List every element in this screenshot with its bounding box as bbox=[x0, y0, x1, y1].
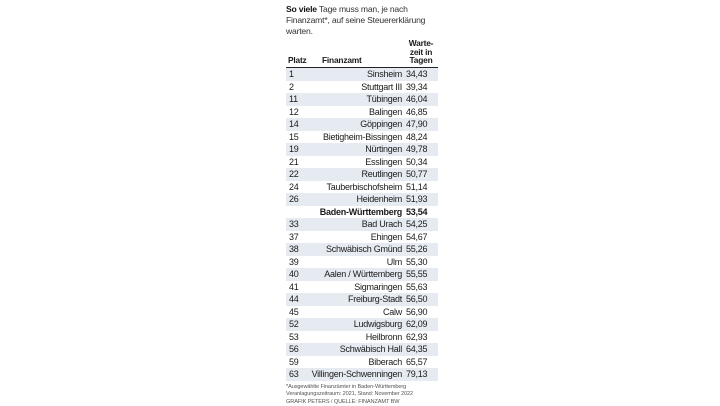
wartezeit-cell: 48,24 bbox=[406, 132, 438, 142]
finanzamt-cell: Biberach bbox=[309, 357, 406, 367]
finanzamt-cell: Nürtingen bbox=[309, 144, 406, 154]
table-row bbox=[286, 281, 438, 294]
table-row-average bbox=[286, 206, 438, 219]
rank-cell: 21 bbox=[286, 157, 309, 167]
rank-cell: 40 bbox=[286, 269, 309, 279]
finanzamt-cell: Sinsheim bbox=[309, 69, 406, 79]
rank-cell: 45 bbox=[286, 307, 309, 317]
finanzamt-cell: Sigmaringen bbox=[309, 282, 406, 292]
rank-cell: 38 bbox=[286, 244, 309, 254]
wartezeit-cell: 62,93 bbox=[406, 332, 438, 342]
finanzamt-cell: Schwäbisch Hall bbox=[309, 344, 406, 354]
footnote-line1: *Ausgewählte Finanzämter in Baden-Württemberg bbox=[286, 384, 438, 392]
wartezeit-cell: 55,26 bbox=[406, 244, 438, 254]
rank-cell: 37 bbox=[286, 232, 309, 242]
table-row bbox=[286, 93, 438, 106]
wartezeit-cell: 55,63 bbox=[406, 282, 438, 292]
source-credit: GRAFIK PETERS / QUELLE: FINANZAMT BW bbox=[286, 399, 438, 406]
rank-cell: 53 bbox=[286, 332, 309, 342]
finanzamt-cell: Villingen-Schwenningen bbox=[309, 369, 406, 379]
finanzamt-cell: Ulm bbox=[309, 257, 406, 267]
wartezeit-cell: 34,43 bbox=[406, 69, 438, 79]
rank-cell: 41 bbox=[286, 282, 309, 292]
rank-cell: 59 bbox=[286, 357, 309, 367]
finanzamt-cell: Esslingen bbox=[309, 157, 406, 167]
table-row bbox=[286, 231, 438, 244]
wartezeit-cell: 54,25 bbox=[406, 219, 438, 229]
wartezeit-cell: 50,77 bbox=[406, 169, 438, 179]
finanzamt-cell: Stuttgart III bbox=[309, 82, 406, 92]
rank-cell: 14 bbox=[286, 119, 309, 129]
table-row bbox=[286, 193, 438, 206]
table-body bbox=[286, 68, 438, 381]
rank-cell: 12 bbox=[286, 107, 309, 117]
intro-rest: Tage muss man, je nach Finanzamt*, auf seine Steuererklärung warten. bbox=[286, 4, 425, 36]
rank-cell: 33 bbox=[286, 219, 309, 229]
wartezeit-cell: 46,85 bbox=[406, 107, 438, 117]
rank-cell: 19 bbox=[286, 144, 309, 154]
finanzamt-cell: Aalen / Württemberg bbox=[309, 269, 406, 279]
rank-cell: 63 bbox=[286, 369, 309, 379]
wartezeit-cell: 49,78 bbox=[406, 144, 438, 154]
finanzamt-cell: Bad Urach bbox=[309, 219, 406, 229]
finanzamt-cell: Tauberbischofsheim bbox=[309, 182, 406, 192]
rank-cell: 26 bbox=[286, 194, 309, 204]
rank-cell: 11 bbox=[286, 94, 309, 104]
table-row bbox=[286, 306, 438, 319]
wartezeit-cell: 46,04 bbox=[406, 94, 438, 104]
table-row bbox=[286, 81, 438, 94]
footnote-line2: Veranlagungszeitraum: 2021, Stand: November 2022 bbox=[286, 391, 438, 399]
rank-cell: 15 bbox=[286, 132, 309, 142]
rank-cell: 2 bbox=[286, 82, 309, 92]
table-row bbox=[286, 256, 438, 269]
rank-cell: 52 bbox=[286, 319, 309, 329]
table-row bbox=[286, 318, 438, 331]
finanzamt-cell: Baden-Württemberg bbox=[309, 207, 406, 217]
rank-cell: 24 bbox=[286, 182, 309, 192]
intro-bold: So viele bbox=[286, 4, 317, 14]
wartezeit-cell: 64,35 bbox=[406, 344, 438, 354]
header-wartezeit-line2: zeit in bbox=[406, 48, 436, 57]
wartezeit-cell: 55,30 bbox=[406, 257, 438, 267]
table-row bbox=[286, 343, 438, 356]
finanzamt-cell: Calw bbox=[309, 307, 406, 317]
wartezeit-cell: 56,50 bbox=[406, 294, 438, 304]
table-row bbox=[286, 143, 438, 156]
finanzamt-cell: Ehingen bbox=[309, 232, 406, 242]
table-row bbox=[286, 68, 438, 81]
finanzamt-cell: Tübingen bbox=[309, 94, 406, 104]
table-row bbox=[286, 243, 438, 256]
wartezeit-cell: 39,34 bbox=[406, 82, 438, 92]
header-platz: Platz bbox=[288, 56, 307, 65]
table-row bbox=[286, 181, 438, 194]
finanzamt-cell: Balingen bbox=[309, 107, 406, 117]
finanzamt-cell: Schwäbisch Gmünd bbox=[309, 244, 406, 254]
finanzamt-cell: Heilbronn bbox=[309, 332, 406, 342]
table-row bbox=[286, 106, 438, 119]
table-header bbox=[286, 39, 438, 68]
table-row bbox=[286, 218, 438, 231]
table-row bbox=[286, 131, 438, 144]
rank-cell: 1 bbox=[286, 69, 309, 79]
wartezeit-cell: 55,55 bbox=[406, 269, 438, 279]
finanzamt-cell: Bietigheim-Bissingen bbox=[309, 132, 406, 142]
header-wartezeit bbox=[406, 39, 436, 65]
wartezeit-cell: 79,13 bbox=[406, 369, 438, 379]
header-wartezeit-line1: Warte- bbox=[406, 39, 436, 48]
table-row bbox=[286, 268, 438, 281]
footnote bbox=[286, 384, 438, 406]
finanzamt-cell: Göppingen bbox=[309, 119, 406, 129]
table-row bbox=[286, 168, 438, 181]
wartezeit-cell: 47,90 bbox=[406, 119, 438, 129]
header-wartezeit-line3: Tagen bbox=[406, 56, 436, 65]
wartezeit-cell: 50,34 bbox=[406, 157, 438, 167]
table-row bbox=[286, 156, 438, 169]
wartezeit-cell: 56,90 bbox=[406, 307, 438, 317]
wartezeit-cell: 53,54 bbox=[406, 207, 438, 217]
wartezeit-cell: 54,67 bbox=[406, 232, 438, 242]
finanzamt-cell: Heidenheim bbox=[309, 194, 406, 204]
table-row bbox=[286, 368, 438, 381]
wartezeit-cell: 65,57 bbox=[406, 357, 438, 367]
finanzamt-cell: Ludwigsburg bbox=[309, 319, 406, 329]
finanzamt-cell: Reutlingen bbox=[309, 169, 406, 179]
infographic bbox=[286, 4, 438, 406]
table-row bbox=[286, 331, 438, 344]
finanzamt-cell: Freiburg-Stadt bbox=[309, 294, 406, 304]
table-row bbox=[286, 118, 438, 131]
table-row bbox=[286, 356, 438, 369]
rank-cell: 44 bbox=[286, 294, 309, 304]
header-finanzamt: Finanzamt bbox=[322, 56, 362, 65]
rank-cell: 22 bbox=[286, 169, 309, 179]
wartezeit-cell: 62,09 bbox=[406, 319, 438, 329]
wartezeit-cell: 51,14 bbox=[406, 182, 438, 192]
table-row bbox=[286, 293, 438, 306]
intro-text bbox=[286, 4, 438, 37]
rank-cell: 56 bbox=[286, 344, 309, 354]
wartezeit-cell: 51,93 bbox=[406, 194, 438, 204]
rank-cell: 39 bbox=[286, 257, 309, 267]
